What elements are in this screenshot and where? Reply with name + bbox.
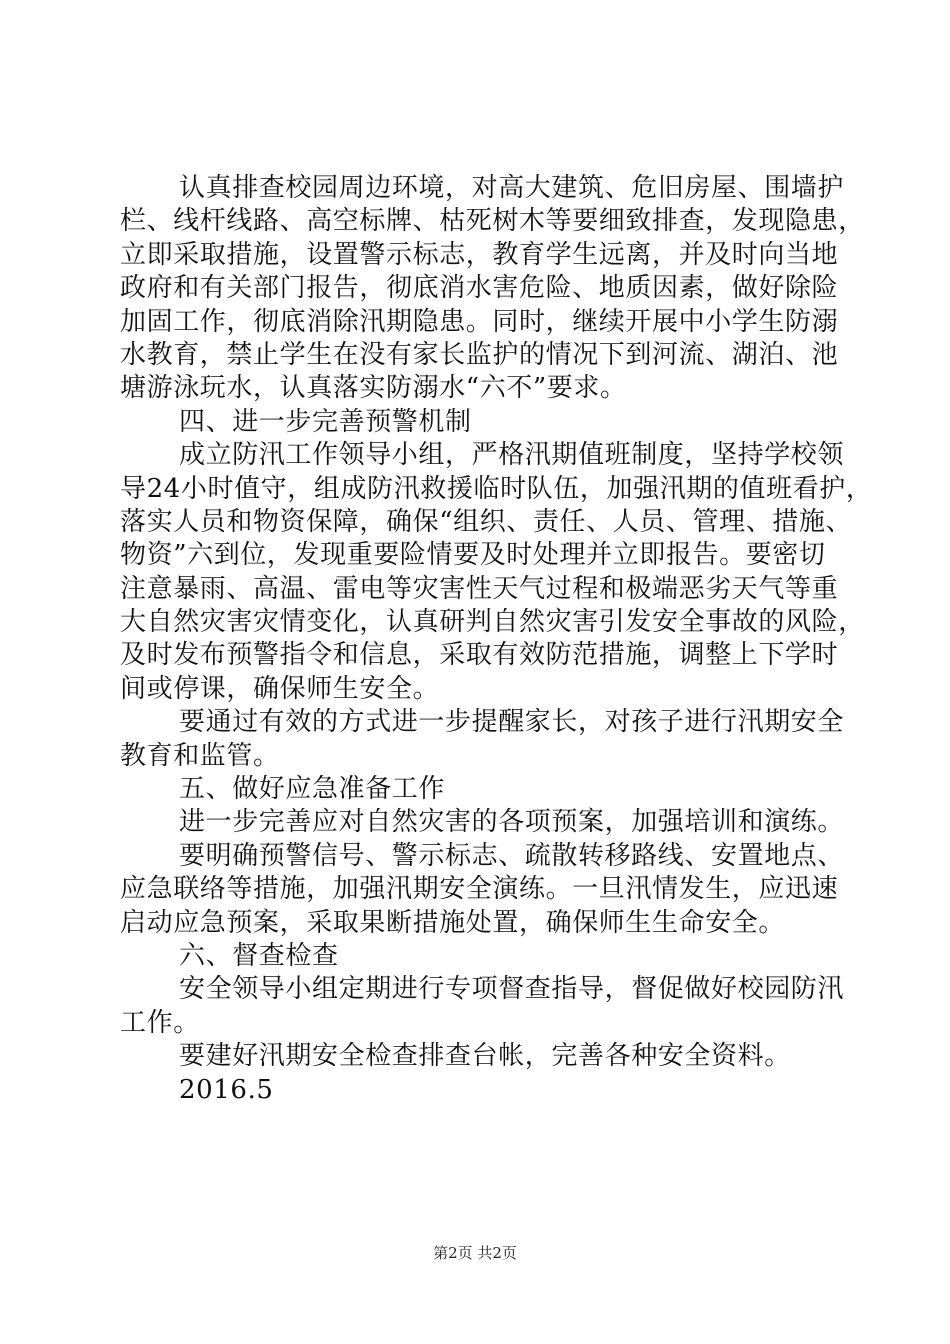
text-line: 政府和有关部门报告，彻底消水害危险、地质因素，做好除险 [120,273,839,304]
document-body [120,172,873,1107]
text-line: 要通过有效的方式进一步提醒家长，对孩子进行汛期安全 [179,707,845,738]
text-line: 落实人员和物资保障，确保“组织、责任、人员、管理、措施、 [120,506,853,537]
text-line: 注意暴雨、高温、雷电等灾害性天气过程和极端恶劣天气等重 [120,573,839,604]
text-line: 导24小时值守，组成防汛救援临时队伍，加强汛期的值班看护， [120,473,873,504]
text-line: 工作。 [120,1007,200,1038]
text-line: 及时发布预警指令和信息，采取有效防范措施，调整上下学时 [120,640,839,671]
text-line: 物资”六到位，发现重要险情要及时处理并立即报告。要密切 [120,540,826,571]
page-number-footer: 第2页 共2页 [433,1244,517,1262]
text-line: 要明确预警信号、警示标志、疏散转移路线、安置地点、 [179,840,845,871]
text-line: 应急联络等措施，加强汛期安全演练。一旦汛情发生，应迅速 [120,874,839,905]
text-line: 启动应急预案，采取果断措施处置，确保师生生命安全。 [120,907,786,938]
text-line: 立即采取措施，设置警示标志，教育学生远离，并及时向当地 [120,239,839,270]
text-line: 2016.5 [179,1074,274,1105]
text-line: 要建好汛期安全检查排查台帐，完善各种安全资料。 [179,1041,791,1072]
text-line: 进一步完善应对自然灾害的各项预案，加强培训和演练。 [179,807,845,838]
text-line: 加固工作，彻底消除汛期隐患。同时，继续开展中小学生防溺 [120,306,839,337]
text-line: 五、做好应急准备工作 [179,774,446,805]
text-line: 大自然灾害灾情变化，认真研判自然灾害引发安全事故的风险， [120,607,865,638]
text-line: 认真排查校园周边环境，对高大建筑、危旧房屋、围墙护 [179,173,845,203]
text-line: 教育和监管。 [120,740,280,771]
text-line: 成立防汛工作领导小组，严格汛期值班制度，坚持学校领 [179,440,845,471]
text-line: 间或停课，确保师生安全。 [120,673,440,704]
text-line: 六、督查检查 [179,940,339,971]
text-line: 塘游泳玩水，认真落实防溺水“六不”要求。 [120,373,627,404]
text-line: 水教育，禁止学生在没有家长监护的情况下到河流、湖泊、池 [120,339,839,370]
text-line: 四、进一步完善预警机制 [179,406,472,437]
text-line: 安全领导小组定期进行专项督查指导，督促做好校园防汛 [179,974,845,1005]
text-line: 栏、线杆线路、高空标牌、枯死树木等要细致排查，发现隐患， [120,206,865,237]
